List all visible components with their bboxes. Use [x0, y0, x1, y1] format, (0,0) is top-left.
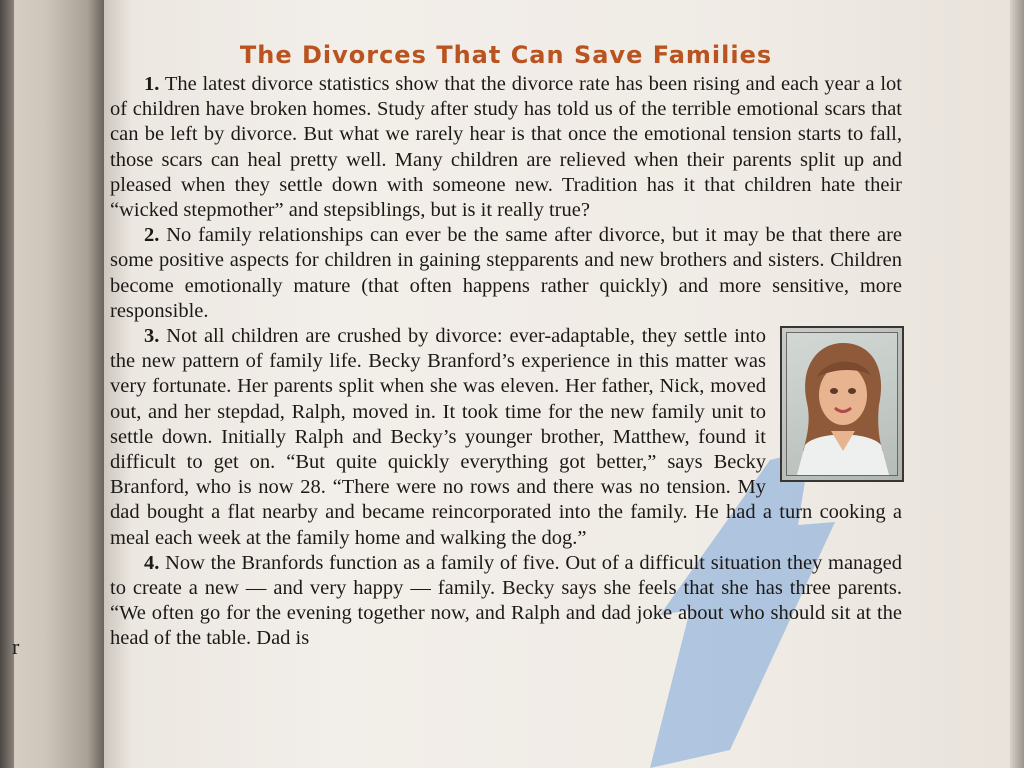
paragraph-number: 4. [144, 551, 160, 574]
girl-face-icon [787, 333, 897, 475]
paragraph-4 [110, 551, 902, 652]
paragraph-text: Now the Branfords function as a family of five. Out of a difficult situation they managed to create a new — and very happy — family. Becky says she feels that she has three parents. “We often go for the evening together now, and Ralph and dad joke about who should sit at the head of the table. Dad is [110, 551, 902, 650]
paragraph-text: The latest divorce statistics show that the divorce rate has been rising and each year a lot of children have broken homes. Study after study has told us of the terrible emotional scars that can be left by divorce. But what we rarely hear is that once the emotional tension starts to fall, those scars can heal pretty well. Many children are relieved when their parents split up and pleased when they settle down with someone new. Tradition has it that children hate their “wicked stepmother” and stepsiblings, but is it really true? [110, 73, 902, 222]
paragraph-text: Not all children are crushed by divorce: ever-adaptable, they settle into the new pattern of family life. Becky Branford’s experience in this matter was very fortunate. Her parents split when she was eleven. Her father, Nick, moved out, and her stepdad, Ralph, moved in. It took time for the new family unit to settle down. Initially Ralph and Becky’s younger brother, Matthew, found it difficult to get on. “But quite quickly everything got better,” says Becky Branford, who is now 28. “There were no rows and there was no tension. My dad bought a flat nearby and became reincorporated into the family. He had a turn cooking a meal each week at the family home and walking the dog.” [110, 325, 902, 549]
paragraph-number: 3. [144, 325, 160, 348]
left-margin-mark: r [12, 634, 20, 659]
portrait-frame [786, 332, 898, 476]
article-title: The Divorces That Can Save Families [239, 41, 773, 69]
girl-portrait-illustration [780, 326, 904, 482]
paragraph-1 [110, 72, 902, 223]
paragraph-number: 1. [144, 73, 160, 95]
left-page [0, 0, 112, 768]
paragraph-number: 2. [144, 224, 160, 247]
article [110, 40, 902, 652]
right-page-edge [1010, 0, 1024, 768]
paragraph-2 [110, 223, 902, 324]
paragraph-text: No family relationships can ever be the same after divorce, but it may be that there are some positive aspects for children in gaining stepparents and new brothers and sisters. Children become emotionally mature (that often happens rather quickly) and more sensitive, more responsible. [110, 224, 903, 322]
